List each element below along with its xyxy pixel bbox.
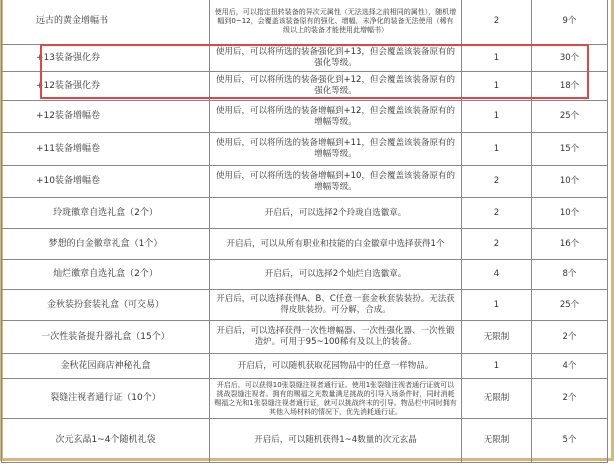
item-price: 4个	[532, 354, 608, 379]
item-description: 开启后，可以随机获取花园物品中的任意一样物品。	[210, 354, 462, 379]
table-row	[2, 354, 608, 379]
table-row	[2, 101, 608, 133]
item-price: 30个	[532, 45, 608, 72]
exchange-limit: 1	[462, 133, 532, 166]
item-description: 使用后，可以将所选的装备强化到+12，但会覆盖该装备原有的强化等级。	[210, 72, 462, 101]
item-description: 开启后，可以选择获得一次性增幅器、一次性强化器、一次性锻造炉。可用于95~100稀有及以上的装备。	[210, 321, 462, 354]
item-price: 9个	[532, 0, 608, 45]
item-price: 15个	[532, 133, 608, 166]
exchange-limit: 2	[462, 229, 532, 260]
item-name: +12装备强化券	[2, 72, 210, 101]
item-description: 开启后，可以选择2个玲珑自选徽章。	[210, 198, 462, 229]
item-name: 梦想的白金徽章礼盒（1个）	[2, 229, 210, 260]
exchange-limit: 2	[462, 0, 532, 45]
item-name: 玲珑徽章自选礼盒（2个）	[2, 198, 210, 229]
exchange-limit: 2	[462, 198, 532, 229]
item-price: 5个	[532, 419, 608, 463]
item-price: 18个	[532, 72, 608, 101]
reward-table	[1, 0, 608, 463]
item-name: 裂缝注视者通行证（10个）	[2, 379, 210, 419]
item-name: 次元玄晶1~4个随机礼袋	[2, 419, 210, 463]
item-description: 开启后，可以选择获得A、B、C任意一套金秋套装装扮。无法获得皮肤装扮。可分解，合成。	[210, 290, 462, 321]
table-row	[2, 290, 608, 321]
item-name: +12装备增幅卷	[2, 101, 210, 133]
table-row	[2, 229, 608, 260]
item-description: 开启后，可以选择2个灿烂自选徽章。	[210, 260, 462, 290]
exchange-limit: 无限制	[462, 419, 532, 463]
item-description: 开启后，可以随机获得1~4数量的次元玄晶	[210, 419, 462, 463]
exchange-limit: 无限制	[462, 321, 532, 354]
exchange-limit: 4	[462, 260, 532, 290]
table-row	[2, 133, 608, 166]
item-description: 使用后，可以将所选的装备增幅到+10，但会覆盖该装备原有的增幅等级。	[210, 166, 462, 198]
table-row	[2, 45, 608, 72]
item-name: +13装备强化券	[2, 45, 210, 72]
item-name: +10装备增幅卷	[2, 166, 210, 198]
table-row	[2, 198, 608, 229]
item-price: 25个	[532, 290, 608, 321]
table-row	[2, 72, 608, 101]
item-price: 25个	[532, 101, 608, 133]
item-price: 2个	[532, 379, 608, 419]
exchange-limit: 1	[462, 101, 532, 133]
item-name: 一次性装备提升器礼盒（15个）	[2, 321, 210, 354]
table-row	[2, 379, 608, 419]
item-price: 16个	[532, 229, 608, 260]
exchange-limit: 1	[462, 290, 532, 321]
item-name: 灿烂徽章自选礼盒（2个）	[2, 260, 210, 290]
exchange-limit: 1	[462, 72, 532, 101]
exchange-limit: 无限制	[462, 379, 532, 419]
item-price: 2个	[532, 321, 608, 354]
item-price: 10个	[532, 166, 608, 198]
item-name: +11装备增幅卷	[2, 133, 210, 166]
item-name: 金秋装扮套装礼盒（可交易）	[2, 290, 210, 321]
table-row	[2, 419, 608, 463]
item-description: 使用后，可以将所选的装备增幅到+11，但会覆盖该装备原有的增幅等级。	[210, 133, 462, 166]
item-description: 开启后，可以从所有职业和技能的白金徽章中选择获得1个	[210, 229, 462, 260]
exchange-limit: 1	[462, 354, 532, 379]
item-description: 使用后，可以将所选的装备强化到+13，但会覆盖该装备原有的强化等级。	[210, 45, 462, 72]
table-row	[2, 260, 608, 290]
item-name: 远古的黄金增幅书	[2, 0, 210, 45]
table-row	[2, 0, 608, 45]
item-description: 使用后，可以将所选的装备增幅到+12，但会覆盖该装备原有的增幅等级。	[210, 101, 462, 133]
exchange-limit: 1	[462, 45, 532, 72]
exchange-limit: 2	[462, 166, 532, 198]
item-description: 开启后，可以获得10张裂缝注视者通行证。使用1张裂缝注视者通行证就可以挑战裂缝注视者。拥有的赐福之光数量满足挑战的引导入场条件时，同时消耗赐福之光和1张裂缝注视者通行证，就可以挑战终末的引导。物品栏中同时拥有其他入场材料的情况下，优先消耗通行证。	[210, 379, 462, 419]
item-price: 10个	[532, 198, 608, 229]
item-name: 金秋花园商店神秘礼盒	[2, 354, 210, 379]
table-row	[2, 166, 608, 198]
table-row	[2, 321, 608, 354]
item-price: 8个	[532, 260, 608, 290]
item-description: 使用后，可以指定扭转装备的异次元属性（无法选择之前相同的属性），随机增幅到0~12，会覆盖该装备原有的强化、增幅，未净化的装备无法使用（稀有级以上的装备才能使用此增幅书）	[210, 0, 462, 45]
